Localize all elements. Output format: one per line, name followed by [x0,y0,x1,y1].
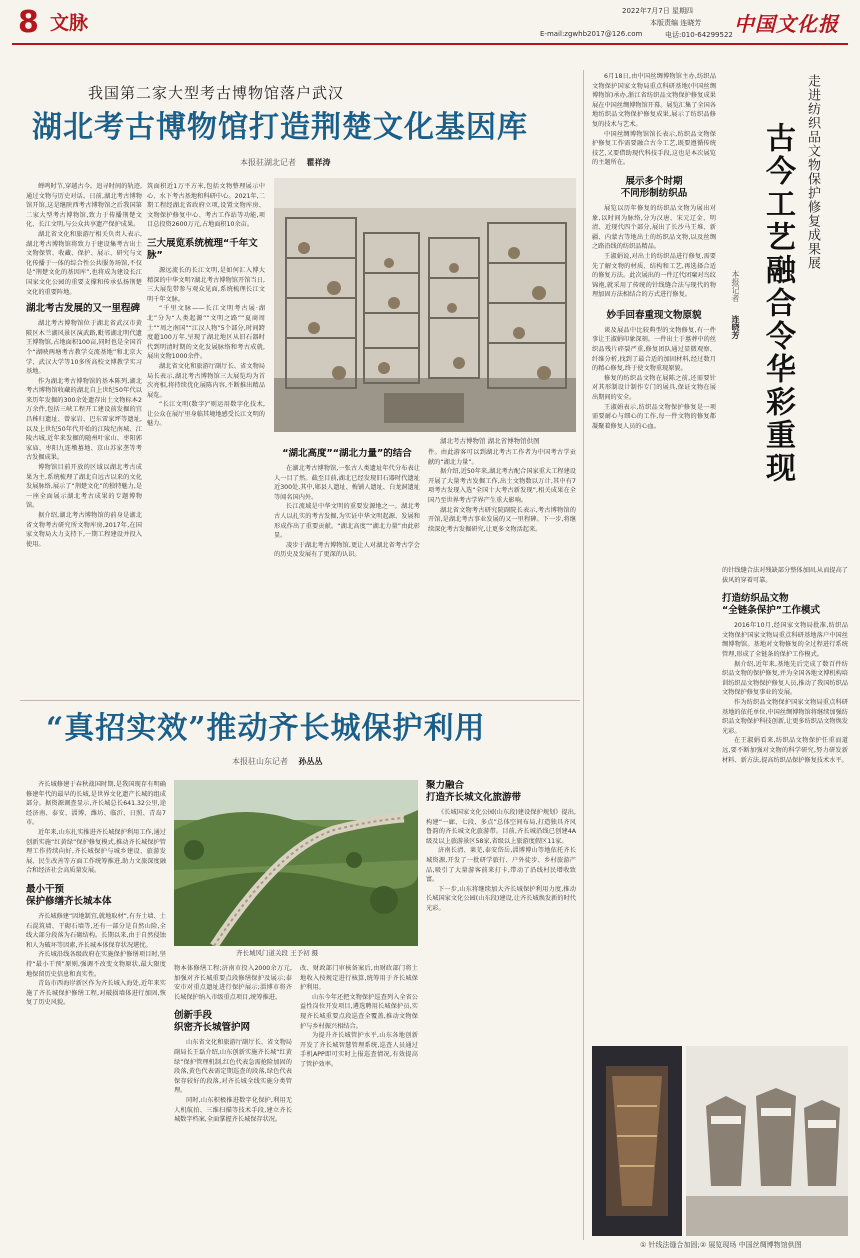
paragraph: 为提升齐长城管护水平,山东各地创新开发了齐长城智慧管理系统,巡查人员通过手机APP即可实时上报巡查情况,有效提高了管护效率。 [300,1032,418,1068]
paragraph: 济南长清、莱芜,泰安岱岳,淄博博山等地依托齐长城资源,开发了一批研学旅行、户外徒步、乡村旅游产品,吸引了大量游客前来打卡,带动了沿线村民增收致富。 [426,847,576,884]
article1-byline [240,157,331,168]
article1-subheading-3: “湖北高度”“湖北力量”的结合 [282,448,412,459]
article2-col2 [174,964,292,1232]
museum-interior-photo [274,178,576,432]
paragraph: 同时,山东积极推进数字化保护,利用无人机航拍、三维扫描等技术手段,建立齐长城数字档案,全面掌握齐长城保存状况。 [174,1096,292,1124]
paragraph: 源远流长的长江文明,是如何汇入博大精深的中华文明?湖北考古博物馆开馆当日,三大展览带参与观众见面,系统梳理长江文明千年文脉。 [147,266,265,303]
article2-photo-caption: 齐长城风门道关段 王予初 摄 [236,949,319,957]
article3-subheading-3: 打造纺织品文物 “全链条保护”工作模式 [722,593,820,617]
byline-name: 孙丛丛 [298,757,323,766]
paragraph: 据介绍,近50年来,湖北考古配合国家重大工程建设开展了大量考古发掘工作,出土文物数以万计,其中有7项考古发现入选“全国十大考古新发现”,相关成果在全国乃至世界考古学界产生重大影响。 [428,468,576,504]
paragraph: 长江流域是中华文明的重要发源地之一。湖北考古人以扎实的考古发掘,为实证中华文明起源、发展和形成作出了重要贡献。“湖北高度”“湖北力量”由此彰显。 [274,503,420,540]
article2-headline: “真招实效”推动齐长城保护利用 [46,711,486,746]
paragraph: 改、财政部门审核备案后,由财政部门将土地收入按规定进行核算,统筹用于齐长城保护利用。 [300,965,418,992]
article2-col4 [426,780,576,1232]
paragraph: 湖北省文化和旅游厅相关负责人表示,湖北考古博物馆将致力于建设集考古出土文物保管、收藏、保护、展示、研究与文化传播于一体的综合性公共服务场馆,不仅是“荆楚文化的基因库”,也将成为建设长江国家文化公园的重要支撑和传承弘扬荆楚文化的重要阵地。 [26,230,142,296]
page-number: 8 [18,5,39,40]
article1-subheading-1: 湖北考古发展的又一里程碑 [26,303,141,315]
great-wall-photo [174,780,418,946]
article3-subheading-2: 妙手回春重现文物原貌 [606,309,702,321]
paragraph: 湖北考古博物馆位于湖北省武汉市黄陂区木兰湖风景区演武路,毗邻湖北明代遗王博物馆,占地面积100亩,同时也是全国首个“湖映两塘考古教学交流基地”和北京大学、武汉大学等10多所高校文博教学实习基地。 [26,320,142,376]
paragraph: 湖北省文化和旅游厅副厅长、省文物局局长表示,湖北考古博物馆三大展览均为首次亮相,将持续优化展陈内容,不断推出精品展览。 [147,362,265,399]
paragraph: 2016年10月,经国家文物局批准,纺织品文物保护国家文物局重点科研基地落户中国丝绸博物馆。基地对文物修复的全过程进行系统管理,形成了全链条的保护工作模式。 [722,622,848,658]
paragraph: 作为纺织品文物保护国家文物局重点科研基地的依托单位,中国丝绸博物馆将继续加强纺织品文物保护科技创新,让更多纺织品文物焕发光彩。 [722,698,848,735]
article1-col3 [274,448,420,688]
paragraph: 近年来,山东扎实推进齐长城保护利用工作,通过创新实施“红黄绿”保护修复模式,推动齐长城保护管理工作持续向好,齐长城保护与城乡建设、旅游发展、民生改善等方面工作统筹推进,助力文旅深度融合和经济社会高质量发展。 [26,828,166,875]
article2-col3 [300,964,418,1232]
paragraph: 展览以历年修复的纺织品文物为展出对象,以时间为脉络,分为汉唐、宋元辽金、明清、近现代四个部分,展出了长沙马王堆、新疆、内蒙古等地出土的纺织品文物,以及丝绸之路沿线的纺织品精品。 [592,204,716,251]
paragraph: 博物馆目前开放的区域以湖北考古成果为主,系统梳理了湖北自远古以来的文化发展脉络,展示了“荆楚文化”的独特魅力,是一座全面展示湖北考古成果的专题博物馆。 [26,464,142,510]
great-wall-photo-graphic [174,780,418,946]
paragraph: 湖北省文物考古研究院副院长表示,考古博物馆的开馆,是湖北考古事业发展的又一里程碑。下一步,将继续深化考古发掘研究,让更多文物活起来。 [428,506,576,533]
paragraph: 6月18日,由中国丝绸博物馆主办,纺织品文物保护国家文物局重点科研基地(中国丝绸博物馆)承办,浙江省纺织品文物保护修复成果展在中国丝绸博物馆开幕。展览汇集了全国各地纺织品文物保护修复成果,展示了纺织品修复的技术与艺术。 [592,73,716,128]
paragraph: 青岛市西海岸新区作为齐长城入海处,近年来实施了齐长城保护修缮工程,对破损墙体进行加固,恢复了历史风貌。 [26,980,166,1007]
paragraph: 据介绍,近年来,基地先后完成了数百件纺织品文物的保护修复,并为全国各地文博机构培训纺织品文物保护修复人员,推动了我国纺织品文物保护修复事业的发展。 [722,660,848,697]
article1-photo-caption: 湖北考古博物馆 湖北省博物馆供图 [440,437,540,445]
article1-headline: 湖北考古博物馆打造荆楚文化基因库 [32,110,528,145]
article1-col2 [147,182,265,688]
article2-subheading-3: 聚力融合 打造齐长城文化旅游带 [426,780,522,803]
masthead-rule [12,43,848,45]
masthead-phone: 电话:010-64299522 [665,31,733,39]
paragraph: 物本体修缮工程;济南市投入2000余万元,加强对齐长城重要点段修缮保护及展示;泰安市对重点遗址进行保护展示;淄博市将齐长城保护纳入市级重点项目,统筹推进。 [174,965,292,1001]
paragraph: 齐长城修建“因地制宜,就地取材”,有夯土墙、土石混筑墙、干砌石墙等,还有一部分是自然山险,全线大部分段落为石砌结构。长期以来,由于自然侵蚀和人为破坏等因素,齐长城本体保存状况堪忧。 [26,912,166,949]
article1-col4 [428,448,576,688]
exhibition-scene-photo [686,1046,848,1236]
paragraph: 在湖北考古博物馆,一张古人类遗址年代分布表让人一目了然。截至目前,湖北已经发现旧石器时代遗址近300处,其中,郧县人遗址、梅铺人遗址、白龙洞遗址等闻名国内外。 [274,465,420,501]
paragraph: 作为湖北考古博物馆的基本陈列,湖北考古博物馆收藏的湖北自上世纪50年代以来历年发掘的300余处遗存出土文物标本2万余件,包括三峡工程开工建设前发掘的宜昌秭归遗址、曾家岩、巴东雷家坪等遗址,以及上世纪50年代开始的江陵纪南城、江陵古城,近年来发掘的随州叶家山、枣阳郭家庙、枣阳九连墩墓地、京山苏家垄等考古发掘成果。 [26,377,142,462]
byline-prefix: 本报驻湖北记者 [240,158,296,167]
masthead-editor: 本版责编 连晓芳 [650,19,702,27]
museum-photo-graphic [274,178,576,432]
byline-name: 连晓芳 [731,314,740,339]
column-divider [583,70,584,1240]
paragraph: 王淑娟表示,纺织品文物保护修复是一项需要耐心与细心的工作,每一件文物的修复都凝聚着修复人员的心血。 [592,403,716,430]
paragraph: 王淑娟说,对出土的纺织品进行修复,需要先了解文物的材质、结构和工艺,再选择合适的修复方法。此次展出的一件辽代团窠对鸟纹锦袍,就采用了传统的针线缝合法与现代的物理加固方法相结合的方式进行修复。 [592,252,716,299]
section-divider [20,700,580,701]
paragraph: 的针线缝合法对残缺部分整体加固,从而提高了拔风的穿着可靠。 [722,567,848,584]
newspaper-logo: 中国文化报 [734,12,839,36]
paragraph: 谈及展品中比较典型的文物修复,有一件事让王淑娟印象深刻。一件出土于墓葬中的丝织品残片碎裂严重,修复团队通过显微观察、纤维分析,找到了最合适的加固材料,经过数月的精心修复,终于使文物重现原貌。 [592,326,716,373]
article3-byline [730,270,740,339]
byline-prefix: 本报记者 [731,270,740,302]
paragraph: “长江文明(数字)”则运用数字化技术,让公众在展厅里身临其境地感受长江文明的魅力。 [147,401,265,428]
paragraph: 件。由此游客可以到湖北考古工作者为中国考古学贡献的“湖北力量”。 [428,449,576,466]
masthead-email: E-mail:zgwhb2017@126.com [540,30,643,38]
article2-col1 [26,780,166,1232]
paragraph: 齐长城修建于春秋战国时期,是我国现存有明确修建年代的最早的长城,是世界文化遗产长城的组成部分。据资源调查显示,齐长城总长641.32公里,途经济南、泰安、淄博、潍坊、临沂、日照、青岛7市。 [26,781,166,827]
paragraph: 《长城国家文化公园(山东段)建设保护规划》提出,构建“一廊、七段、多点”总体空间布局,打造独具齐风鲁韵的齐长城文化旅游带。目前,齐长城沿线已创建4A级及以上旅游景区58家,省级以上旅游度假区11家。 [426,809,576,845]
paragraph: 中国丝绸博物馆馆长表示,纺织品文物保护修复工作需要融合古今工艺,既要遵循传统技艺,又要借助现代科技手段,这也是本次展览的主题所在。 [592,130,716,167]
article2-subheading-1: 最小干预 保护修缮齐长城本体 [26,883,112,907]
paragraph: 蝉鸣时节,穿越古今。追寻时间的轨迹,通过文物与历史对话。日前,湖北考古博物馆开馆,这是继陕西考古博物馆之后我国第二家大型考古博物馆,致力于传播荆楚文化、长江文明,与公众共享遗产保护成果。 [26,183,142,229]
textile-repair-graphic [592,1046,682,1236]
article3-photo-caption: ① 针线法缝合加固;② 展览现场 中国丝绸博物馆供图 [640,1241,802,1249]
article2-subheading-2: 创新手段 织密齐长城管护网 [174,1010,251,1034]
paragraph: 据介绍,湖北考古博物馆的前身是湖北省文物考古研究所文物库房,2017年,在国家文物局大力支持下,一期工程建设并投入使用。 [26,512,142,548]
paragraph: 齐长城沿线各级政府在实施保护修缮项目时,坚持“最小干预”原则,强调不改变文物原状,最大限度地保留历史信息和真实性。 [26,951,166,978]
paragraph: 凌步于湖北考古博物馆,更让人对湖北省考古学会的历史及发展有了更深的认识。 [274,541,420,559]
masthead-date: 2022年7月7日 星期四 [622,7,693,15]
paragraph: 修复的纺织品文物在展陈之前,还需要针对其形制设计制作专门的展具,保证文物在展出期间的安全。 [592,374,716,402]
article2-byline [232,756,323,767]
paragraph: 在王淑娟看来,纺织品文物保护任重而道远,要不断加强对文物的科学研究,努力研发新材料、新方法,提高纺织品保护修复技术水平。 [722,737,848,764]
article1-kicker: 我国第二家大型考古博物馆落户武汉 [88,84,345,102]
exhibition-scene-graphic [686,1046,848,1236]
section-title: 文脉 [50,12,89,34]
paragraph: 山东省文化和旅游厅副厅长、省文物局副局长王磊介绍,山东创新实施齐长城“红黄绿”保护管理机制,红色代表急需抢险加固的段落,黄色代表需定期巡查的段落,绿色代表保存较好的段落,对齐长城全线实施分类管理。 [174,1039,292,1095]
article3-col-b [722,566,848,1036]
article3-subheading-1: 展示多个时期 不同形制纺织品 [620,175,688,199]
paragraph: 下一步,山东将继续加大齐长城保护利用力度,推动长城国家文化公园(山东段)建设,让齐长城焕发新的时代光彩。 [426,885,576,912]
paragraph: 山东今年还把文物保护巡查列入全省公益性岗位开发项目,遴选聘用长城保护员,实现齐长城重要点段巡查全覆盖,推动文物保护与乡村振兴相结合。 [300,993,418,1030]
article3-kicker: 走进纺织品文物保护修复成果展 [805,74,820,270]
paragraph: “千里文脉——长江文明考古展·湖北”分为“人类起源”“文明之路”“夏商周土”“周之南国”“江汉人物”5个部分,时间跨度超100万年,呈现了湖北地区从旧石器时代到明清时期的文化发展脉络和考古成就,展出文物1000余件。 [147,305,265,361]
byline-name: 瞿祥涛 [306,158,331,167]
textile-repair-photo [592,1046,682,1236]
byline-prefix: 本报驻山东记者 [232,757,288,766]
article1-subheading-2: 三大展览系统梳理“千年文脉” [147,237,258,261]
article3-headline: 古今工艺融合令华彩重现 [760,122,795,485]
article1-col1 [26,182,142,688]
paragraph: 筑面积近1万平方米,包括文物整理展示中心、水下考古基地和科研中心。2021年,二期工程经湖北省政府立项,设置文物库房、文物保护修复中心、考古工作站等功能,项目总投资2600万元,占地面积10余亩。 [147,183,265,229]
